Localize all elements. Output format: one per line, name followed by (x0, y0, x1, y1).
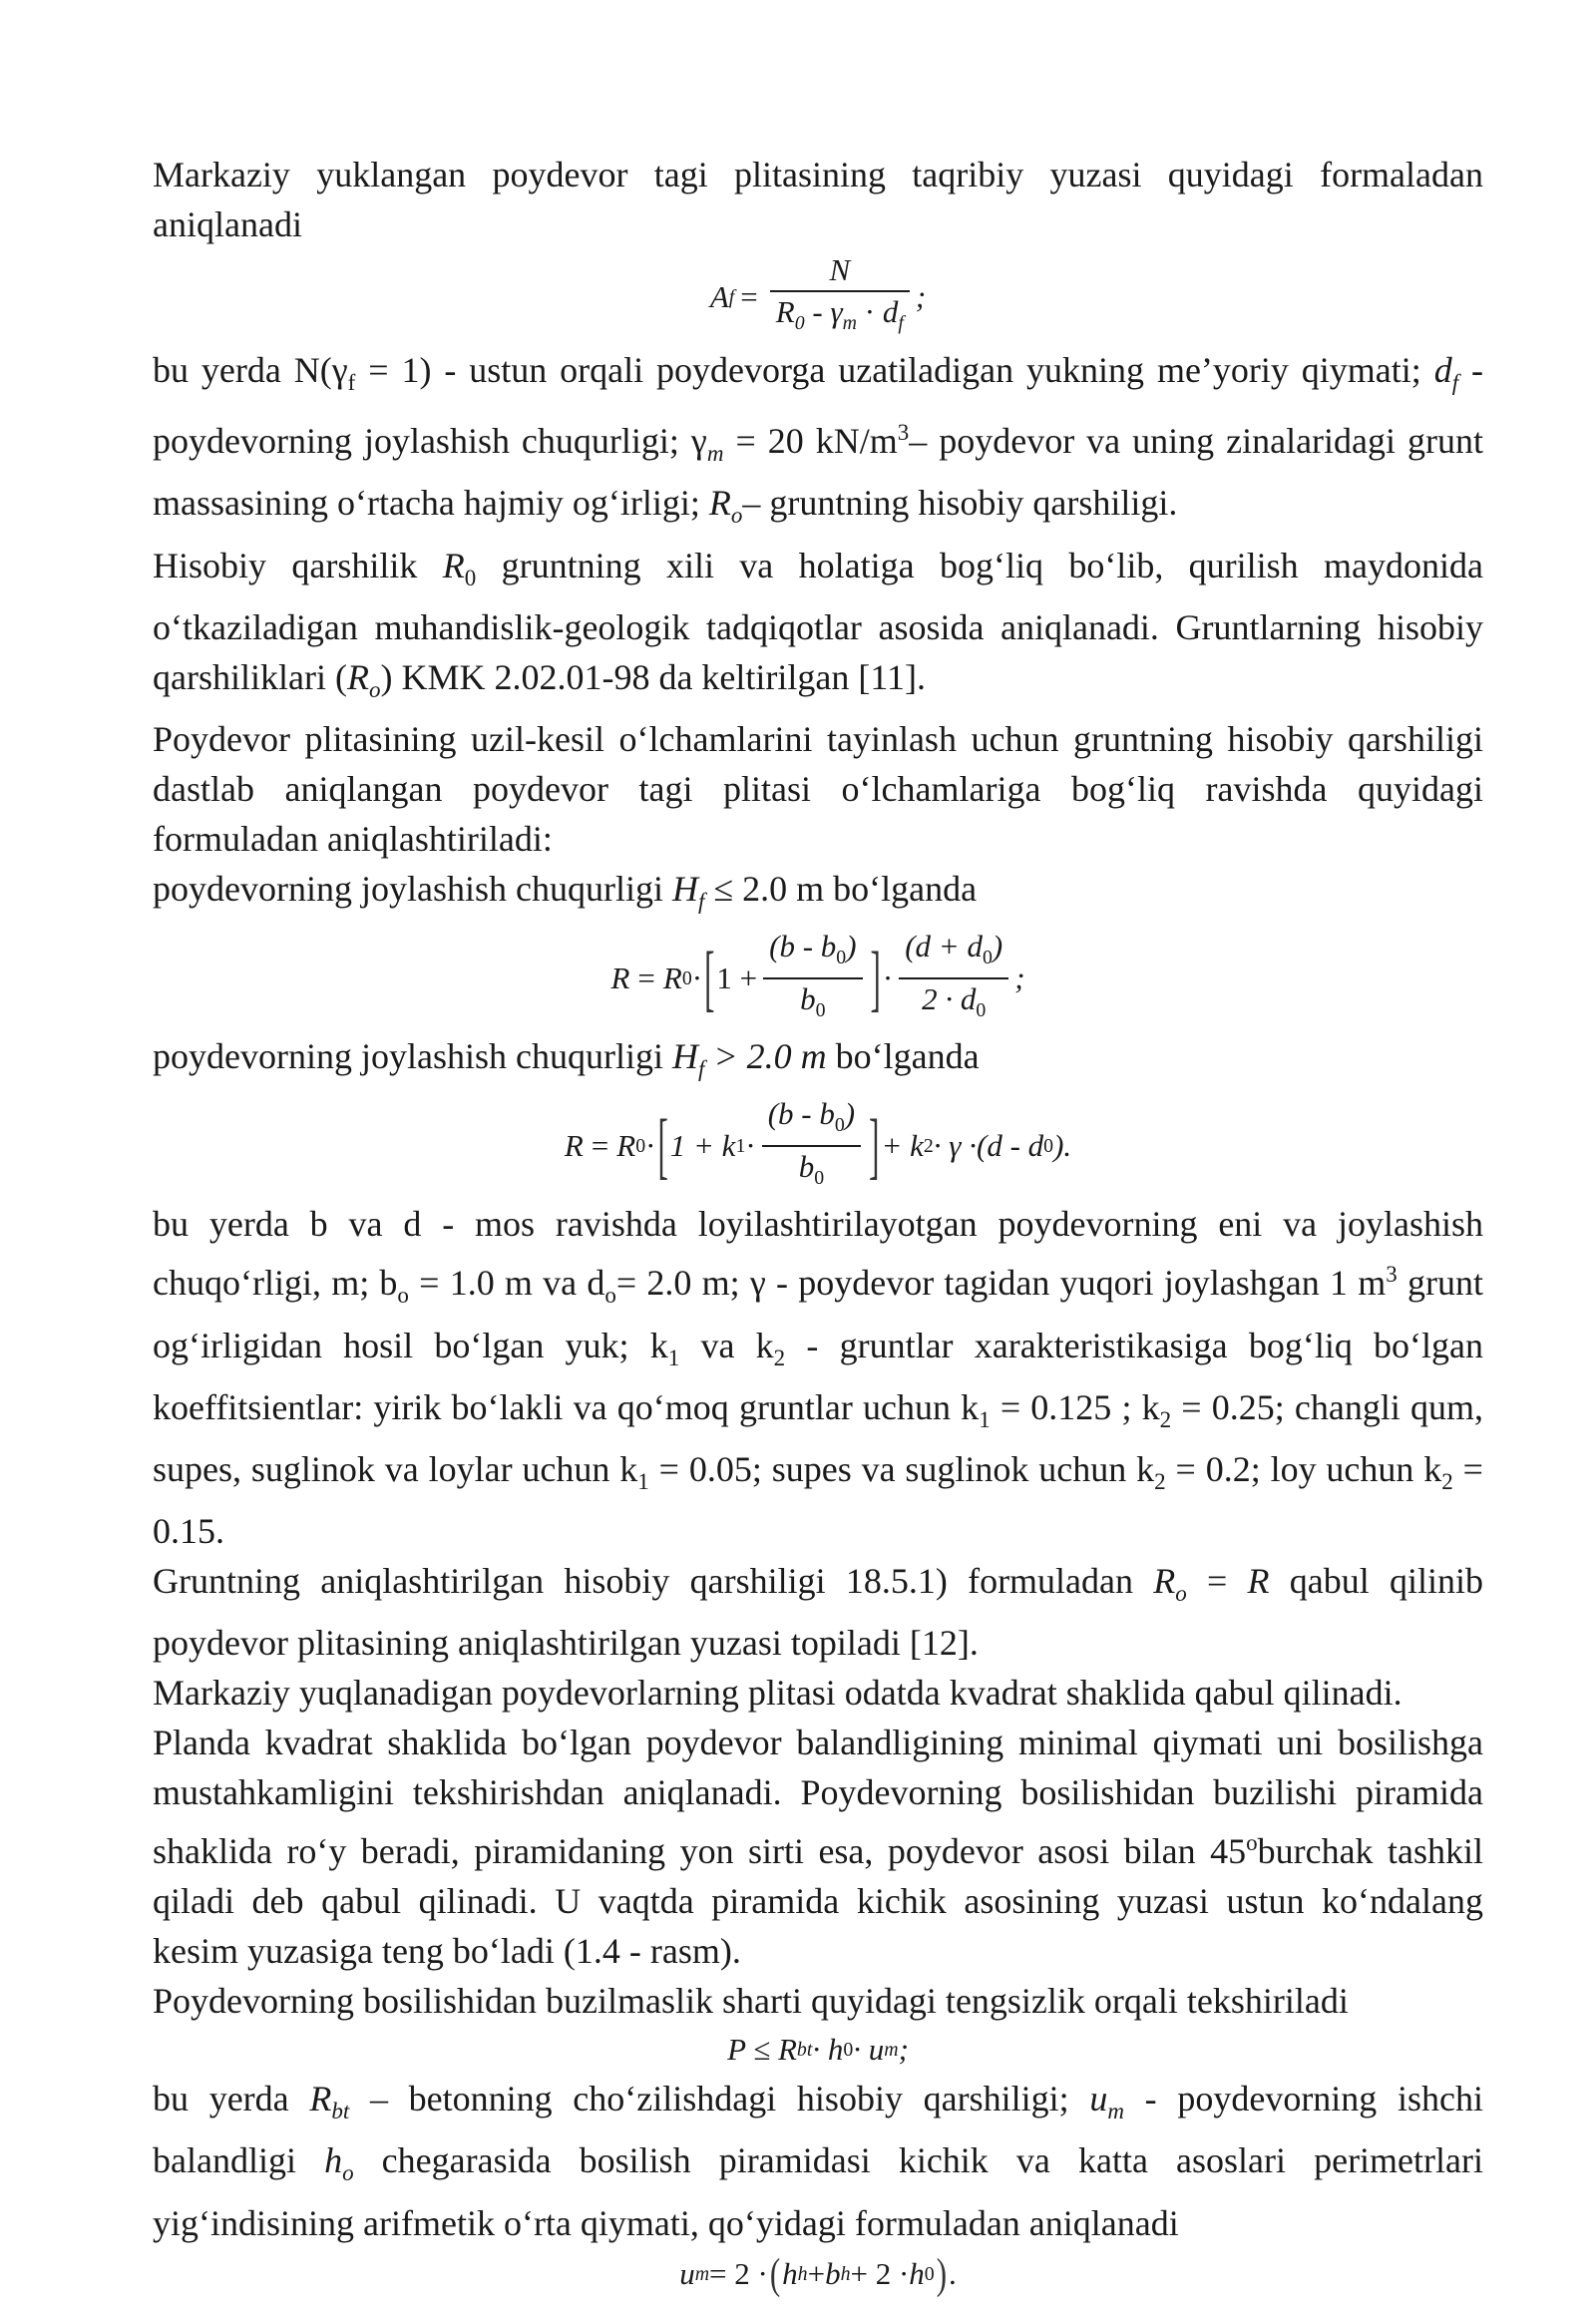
paragraph-3: Hisobiy qarshilik $R_0$ gruntning xili va holatiga bog‘liq bo‘lib, qurilish maydonida o‘tkaziladigan muhandislik-geologik tadqiqotlar asosida aniqlanadi. Gruntlarning hisobiy qarshiliklari $(R_o)$ KMK 2.02.01-98 da keltirilgan [11]. (153, 545, 1483, 702)
paragraph-6: poydevorning joylashish chuqurligi $H_f > 2.0$ m bo‘lganda (153, 1036, 980, 1082)
paragraph-5: poydevorning joylashish chuqurligi $H_f \le 2.0$ m bo‘lganda (153, 868, 978, 915)
paragraph-12: bu yerda $R_{bt}$ – betonning cho‘zilishdagi hisobiy qarshiligi; $u_m$ - poydevorning ishchi balandligi $h_o$ chegarasida bosilish piramidasi kichik va katta asoslari perimetrlari yig‘indisining arifmetik o‘rta qiymati, qo‘yidagi formuladan aniqlanadi (153, 2079, 1483, 2243)
formula-r-deep: R = R 0 · [ 1 + k 1 · $\frac{(b - b_0)}{b_0}$ ] + k 2 · γ · (d - d 0 ). (153, 1093, 1483, 1199)
formula-perimeter: u m = 2 · ( h h + b h + 2 · h 0 ) . (679, 2248, 957, 2298)
paragraph-7: bu yerda b va d - mos ravishda loyilashtirilayotgan poydevorning eni va joylashish chuqo‘rligi, m; $b_o = 1.0$ m va $d_o= 2.0$ m; γ - poydevor tagidan yuqori joylashgan 1 $m^3$ grunt og‘irligidan hosil bo‘lgan yuk; $k_1$ va $k_2$ - gruntlar xarakteristikasiga bog‘liq bo‘lgan koeffitsientlar: yirik bo‘lakli va qo‘moq gruntlar uchun $k_1 = 0.125$ ; $k_2 = 0.25$; changli qum, supes, suglinok va loylar uchun $k_1 = 0.05$; supes va suglinok uchun $k_2 = 0.2$; loy uchun $k_2 = 0.15$. (153, 1204, 1484, 1552)
formula-r-shallow: R = R 0 · [ 1 + $\frac{(b - b_0)}{b_0}$ ] · $\frac{(d + d_0)}{2 \cdot d_0}$ ; (153, 926, 1483, 1031)
paragraph-11: Poydevorning bosilishidan buzilmaslik sharti quyidagi tengsizlik orqali tekshiriladi (153, 1981, 1349, 2022)
paragraph-4: Poydevor plitasining uzil-kesil o‘lchamlarini tayinlash uchun gruntning hisobiy qarshiligi dastlab aniqlangan poydevor tagi plitasi o‘lchamlariga bog‘liq ravishda quyidagi formuladan aniqlashtiriladi: (153, 718, 1483, 859)
document-page (153, 150, 1483, 2300)
paragraph-8: Gruntning aniqlashtirilgan hisobiy qarshiligi 18.5.1) formuladan $R_o = R$ qabul qilinib poydevor plitasining aniqlashtirilgan yuzasi topiladi [12]. (153, 1561, 1483, 1664)
paragraph-9: Markaziy yuqlanadigan poydevorlarning plitasi odatda kvadrat shaklida qabul qilinadi. (153, 1673, 1402, 1714)
paragraph-10: Planda kvadrat shaklida bo‘lgan poydevor balandligining minimal qiymati uni bosilishga mustahkamligini tekshirishdan aniqlanadi. Poydevorning bosilishidan buzilishi piramida shaklida ro‘y beradi, piramidaning yon sirti esa, poydevor asosi bilan 45$^o$burchak tashkil qiladi deb qabul qilinadi. U vaqtda piramida kichik asosining yuzasi ustun ko‘ndalang kesim yuzasiga teng bo‘ladi (1.4 - rasm). (153, 1723, 1483, 1972)
paragraph-1: Markaziy yuklangan poydevor tagi plitasining taqribiy yuzasi quyidagi formaladan aniqlanadi (153, 155, 1483, 244)
formula-area: A f = $\frac{N}{R_0 - \gamma_m \cdot d_f}$ ; (153, 249, 1483, 345)
formula-punching-condition: P ≤ R bt · h 0 · u m ; (727, 2032, 909, 2068)
paragraph-2: bu yerda $N(\gamma_f = 1)$ - ustun orqali poydevorga uzatiladigan yukning me’yoriy qiymati; $d_f$ - poydevorning joylashish chuqurligi; $\gamma_m = 20$ $kN/m^3-$ poydevor va uning zinalaridagi grunt massasining o‘rtacha hajmiy og‘irligi; $R_o-$ gruntning hisobiy qarshiligi. (153, 350, 1483, 529)
ratio-fraction-1: $\frac{(b - b_0)}{b_0}$ (763, 927, 862, 1030)
area-fraction: $\frac{N}{R_0 - \gamma_m \cdot d_f}$ (770, 250, 910, 343)
ratio-fraction-3: $\frac{(b - b_0)}{b_0}$ (762, 1094, 861, 1198)
ratio-fraction-2: $\frac{(d + d_0)}{2 \cdot d_0}$ (899, 927, 1008, 1030)
